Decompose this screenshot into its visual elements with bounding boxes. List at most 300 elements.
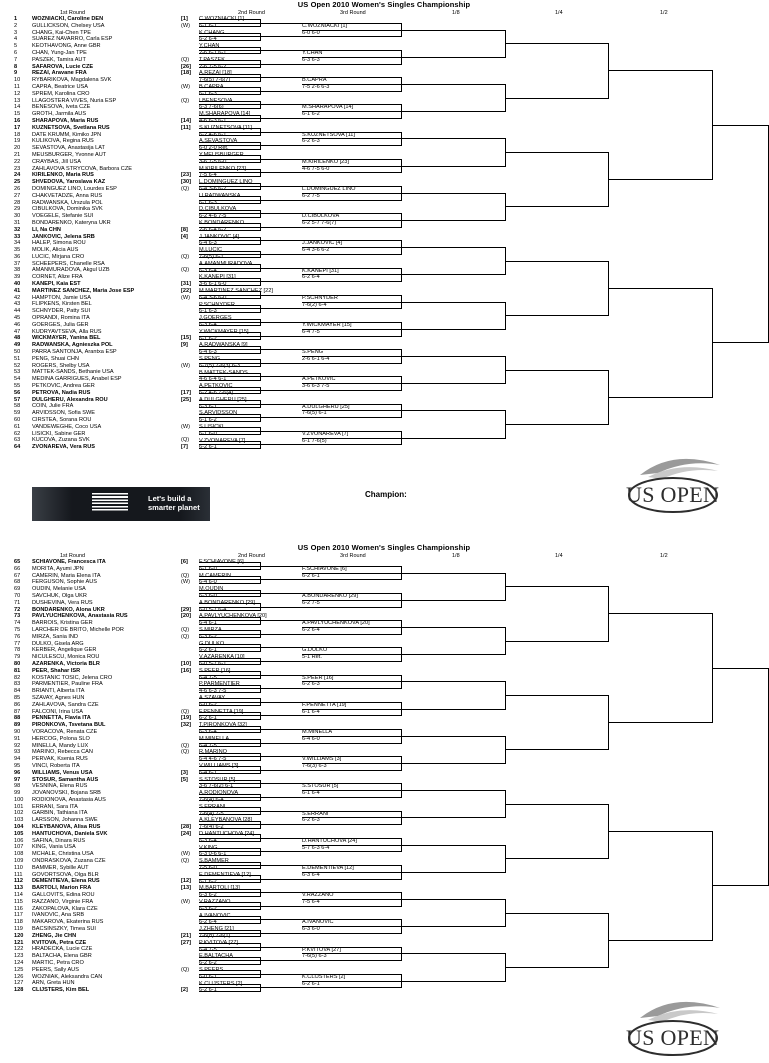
winner-name: Y.WICKMAYER [15] — [199, 328, 249, 335]
match-score: 6-3 6-2 — [199, 892, 217, 899]
winner-name: V.RAZZANO — [199, 899, 231, 905]
player-name: NICULESCU, Monica ROU — [32, 654, 100, 661]
player-row — [14, 634, 199, 641]
match-score: 6-3 7-6(6) — [199, 104, 224, 111]
player-seed: [24] — [181, 830, 191, 837]
match-bracket-r4 — [506, 695, 609, 750]
player-seed: (W) — [181, 851, 191, 858]
bracket-line — [302, 302, 402, 303]
player-name: CIRSTEA, Sorana ROU — [32, 417, 92, 424]
player-seed: [19] — [181, 715, 191, 722]
draw-number: 118 — [14, 919, 23, 926]
bracket-line — [199, 186, 261, 187]
player-row — [14, 50, 199, 57]
winner-name: V.AZARENKA [10] — [199, 654, 245, 661]
player-name: DULKO, Gisela ARG — [32, 640, 84, 647]
draw-number: 4 — [14, 36, 18, 43]
bracket-line — [199, 566, 261, 567]
player-name: RAZZANO, Virginie FRA — [32, 898, 94, 905]
draw-number: 89 — [14, 722, 21, 729]
bracket-line — [199, 579, 261, 580]
draw-number: 17 — [14, 124, 21, 131]
draw-number: 119 — [14, 926, 23, 933]
draw-number: 33 — [14, 233, 21, 240]
player-name: OPRANDI, Romina ITA — [32, 315, 90, 322]
player-seed: [16] — [181, 667, 191, 674]
player-seed: (Q) — [181, 267, 190, 274]
player-name: PERVAK, Ksenia RUS — [32, 756, 88, 763]
match-score: 6-3 0-6 6-1 — [199, 851, 227, 858]
match-bracket-r3 — [402, 953, 506, 981]
player-name: SEVASTOVA, Anastasija LAT — [32, 145, 105, 152]
player-row — [14, 885, 199, 892]
draw-number: 50 — [14, 349, 21, 356]
draw-number: 105 — [14, 830, 24, 837]
bracket-line — [302, 356, 402, 357]
bracket-line — [302, 573, 402, 574]
winner-name: E.BALTACHA — [199, 953, 233, 960]
draw-number: 22 — [14, 158, 21, 165]
player-row — [14, 620, 199, 627]
bracket-line — [199, 349, 261, 350]
player-row — [14, 98, 199, 105]
player-seed: [13] — [181, 885, 191, 892]
player-row — [14, 770, 199, 777]
draw-number: 58 — [14, 403, 21, 410]
player-name: MOLIK, Alicia AUS — [32, 247, 79, 254]
player-row — [14, 64, 199, 71]
draw-number: 103 — [14, 817, 24, 824]
player-seed: [15] — [181, 335, 191, 342]
player-name: WOZNIACKI, Caroline DEN — [32, 16, 104, 22]
draw-number: 100 — [14, 796, 24, 803]
match-bracket-r4 — [506, 43, 609, 98]
bracket-line — [302, 138, 402, 139]
player-name: ZAHLAVOVA, Sandra CZE — [32, 701, 99, 708]
match-score: 6-1 6-1 — [199, 22, 217, 29]
player-name: OUDIN, Melanie USA — [32, 586, 86, 593]
player-row — [14, 227, 199, 234]
winner-name: A.PAVLYUCHENKOVA [20] — [199, 613, 267, 620]
player-row — [14, 858, 199, 865]
draw-number: 53 — [14, 369, 21, 376]
player-name: BALTACHA, Elena GBR — [32, 953, 92, 960]
match-score: 6-4 7-5 — [199, 742, 217, 749]
draw-number: 93 — [14, 749, 21, 756]
player-row — [14, 593, 199, 600]
match-score: 5-7 6-3 6-4 — [302, 844, 330, 851]
winner-name: S.KUZNETSOVA [11] — [302, 131, 355, 138]
draw-number: 91 — [14, 735, 21, 742]
player-seed: [31] — [181, 281, 191, 288]
bracket-line — [199, 376, 261, 377]
player-seed: [3] — [181, 769, 188, 776]
player-row — [14, 104, 199, 111]
player-name: WOZNIAK, Aleksandra CAN — [32, 973, 103, 980]
match-score: 6-4 7-5 — [302, 328, 320, 335]
player-name: GOVORTSOVA, Olga BLR — [32, 871, 99, 878]
player-name: DUSHEVINA, Vera RUS — [32, 599, 93, 606]
player-row — [14, 308, 199, 315]
match-score: 7-6(4) 7-5 — [199, 810, 224, 817]
match-bracket-r3 — [402, 84, 506, 112]
player-row — [14, 437, 199, 444]
match-bracket-r3 — [402, 627, 506, 655]
match-score: 4-6 7-5 6-0 — [302, 165, 330, 172]
round-header: 1/8 — [452, 553, 460, 559]
player-name: IVANOVIC, Ana SRB — [32, 912, 85, 919]
match-bracket-r3 — [402, 30, 506, 58]
player-row — [14, 335, 199, 342]
player-name: KULIKOVA, Regina RUS — [32, 138, 94, 145]
draw-number: 37 — [14, 260, 21, 267]
player-name: LUCIC, Mirjana CRO — [32, 253, 85, 260]
draw-number: 127 — [14, 980, 24, 987]
match-score: 6-2 6-1 — [199, 647, 217, 654]
bracket-line — [199, 104, 261, 105]
draw-number: 67 — [14, 572, 21, 579]
bracket-line — [199, 838, 261, 839]
match-score: 2-6 6-4 6-2 — [199, 226, 227, 233]
player-row — [14, 743, 199, 750]
player-seed: (Q) — [181, 253, 190, 260]
match-score: 6-0 5-7 6-1 — [199, 661, 227, 667]
match-bracket-r3 — [402, 573, 506, 601]
match-score: 6-1 6-2 — [302, 111, 320, 118]
draw-number: 41 — [14, 287, 21, 294]
match-score: 6-4 6-0 — [199, 579, 217, 586]
match-score: 6-2 4-6 7-5 — [199, 213, 227, 220]
winner-name: B.MATTEK-SANDS — [199, 369, 248, 376]
player-name: MARTINEZ SANCHEZ, Maria Jose ESP — [32, 287, 135, 294]
winner-name: K.CLIJSTERS [2] — [302, 973, 346, 980]
bracket-line — [199, 729, 261, 730]
player-name: VESNINA, Elena RUS — [32, 783, 88, 790]
match-bracket-r3 — [402, 356, 506, 384]
winner-name: Y.CHAN — [302, 50, 323, 56]
match-score: 6-1 6-2 — [199, 335, 217, 342]
round-header: 1st Round — [60, 10, 86, 16]
match-score: 6-2 6-4 — [199, 919, 217, 926]
winner-name: S.PENG — [302, 349, 324, 356]
draw-number: 9 — [14, 70, 18, 77]
draw-number: 113 — [14, 885, 24, 892]
player-row — [14, 817, 199, 824]
player-name: MAKAROVA, Ekaterina RUS — [32, 919, 104, 926]
player-name: GOERGES, Julia GER — [32, 321, 89, 328]
match-score: 6-4 6-1 — [199, 620, 217, 627]
player-row — [14, 295, 199, 302]
player-row — [14, 641, 199, 648]
match-score: 6-4 6-3 — [199, 240, 217, 247]
bracket-line — [199, 444, 261, 445]
draw-number: 42 — [14, 294, 21, 301]
round-header: 1/8 — [452, 10, 460, 16]
match-score: 6-3 6-0 — [302, 926, 320, 933]
match-score: 5-1 Ret. — [302, 654, 322, 661]
player-seed: (W) — [181, 898, 191, 905]
player-seed: (Q) — [181, 708, 190, 715]
player-row — [14, 838, 199, 845]
match-score: 6-1 6-4 — [302, 790, 320, 797]
player-name: HAMPTON, Jamie USA — [32, 294, 91, 301]
winner-name: A.SZAVAY — [199, 695, 226, 701]
bracket-line — [199, 892, 261, 893]
draw-number: 90 — [14, 728, 21, 735]
match-score: 6-2 6-1 — [199, 444, 217, 451]
draw-number: 21 — [14, 151, 21, 158]
player-row — [14, 702, 199, 709]
draw-number: 109 — [14, 858, 24, 865]
player-name: FALCONI, Irina USA — [32, 708, 83, 715]
winner-name: S.PEER [16] — [302, 674, 334, 681]
winner-name: M.KIRILENKO [23] — [302, 158, 349, 165]
player-name: VOEGELE, Stefanie SUI — [32, 213, 94, 220]
player-row — [14, 125, 199, 132]
match-score: 6-1 7-6(5) — [302, 437, 327, 444]
player-name: ZAKOPALOVA, Klara CZE — [32, 905, 98, 912]
bracket-line — [199, 811, 261, 812]
match-score: 6-1 6-4 — [302, 708, 320, 715]
bracket-line — [199, 974, 261, 975]
draw-number: 5 — [14, 43, 18, 50]
draw-number: 14 — [14, 104, 21, 111]
player-row — [14, 172, 199, 179]
player-row — [14, 403, 199, 410]
match-score: 6-4 7-5 — [199, 674, 217, 681]
round-header: 1/2 — [660, 553, 668, 559]
player-row — [14, 709, 199, 716]
match-score: 6-4 3-6 6-0 — [199, 294, 227, 301]
draw-number: 12 — [14, 90, 21, 97]
bracket-line — [199, 77, 261, 78]
player-row — [14, 376, 199, 383]
player-name: PARRA SANTONJA, Arantxa ESP — [32, 349, 117, 356]
player-name: DEMENTIEVA, Elena RUS — [32, 878, 100, 885]
player-row — [14, 763, 199, 770]
player-name: DOMINGUEZ LINO, Lourdes ESP — [32, 185, 117, 192]
player-row — [14, 783, 199, 790]
player-row — [14, 186, 199, 193]
player-row — [14, 369, 199, 376]
draw-number: 88 — [14, 715, 21, 722]
winner-name: F.SCHIAVONE [6] — [302, 565, 347, 572]
bracket-line — [199, 797, 261, 798]
player-seed: (Q) — [181, 56, 190, 63]
bracket-line — [199, 783, 261, 784]
player-row — [14, 736, 199, 743]
draw-number: 73 — [14, 613, 21, 620]
player-name: RADWANSKA, Agnieszka POL — [32, 342, 113, 349]
bracket-line — [199, 851, 261, 852]
us-open-logo — [618, 455, 728, 515]
bracket-line — [302, 817, 402, 818]
match-score: 3-6 7-5 6-0 — [199, 158, 227, 165]
player-name: AMANMURADOVA, Akgul UZB — [32, 267, 110, 274]
player-row — [14, 953, 199, 960]
page-title: US Open 2010 Women's Singles Championship — [297, 0, 471, 9]
bracket-line — [199, 702, 261, 703]
draw-number: 27 — [14, 192, 21, 199]
player-seed: (Q) — [181, 572, 190, 579]
bracket-line — [199, 417, 261, 418]
bracket-line — [199, 770, 261, 771]
player-row — [14, 159, 199, 166]
player-name: KVITOVA, Petra CZE — [32, 939, 87, 946]
player-row — [14, 301, 199, 308]
bracket-line — [199, 36, 261, 37]
match-score: 6-4 3-6 6-2 — [302, 247, 330, 254]
winner-name: M.LUCIC — [199, 247, 222, 254]
player-name: LI, Na CHN — [32, 226, 61, 233]
player-row — [14, 111, 199, 118]
match-score: 6-2 6-1 — [302, 980, 320, 987]
match-bracket-r3 — [402, 138, 506, 166]
draw-number: 8 — [14, 63, 18, 70]
match-bracket-r4 — [506, 370, 609, 425]
match-bracket-r3 — [402, 845, 506, 873]
player-name: COIN, Julie FRA — [32, 403, 74, 410]
bracket-line — [302, 329, 402, 330]
winner-name: V.KING — [199, 844, 218, 851]
bracket-line — [199, 254, 261, 255]
bracket-line — [199, 159, 261, 160]
match-score: 6-1 6-0 — [199, 565, 217, 572]
match-bracket-r4 — [506, 804, 609, 859]
draw-number: 104 — [14, 824, 24, 831]
draw-number: 48 — [14, 335, 21, 342]
bracket-line — [199, 172, 261, 173]
match-score: 6-3 6-2 — [199, 633, 217, 640]
player-name: REZAI, Aravane FRA — [32, 70, 87, 77]
draw-number: 121 — [14, 939, 24, 946]
player-name: KLEYBANOVA, Alisa RUS — [32, 824, 101, 831]
player-name: PETKOVIC, Andrea GER — [32, 383, 95, 390]
winner-name: Y.WICKMAYER [15] — [302, 322, 352, 328]
winner-name: V.ZVONAREVA [7] — [199, 437, 246, 444]
draw-number: 101 — [14, 803, 24, 810]
player-row — [14, 872, 199, 879]
winner-name: P.SCHNYDER — [302, 294, 338, 301]
draw-number: 126 — [14, 973, 24, 980]
match-score: 6-1 6-3 — [199, 90, 217, 97]
player-name: PAVLYUCHENKOVA, Anastasia RUS — [32, 613, 128, 620]
match-score: 6-2 6-4 — [302, 627, 320, 633]
player-name: KEOTHAVONG, Anne GBR — [32, 43, 101, 50]
player-seed: [4] — [181, 233, 188, 240]
player-name: FLIPKENS, Kirsten BEL — [32, 301, 92, 308]
bracket-line — [199, 50, 261, 51]
round-header: 2nd Round — [238, 553, 265, 559]
player-row — [14, 132, 199, 139]
winner-name: K.CHANG — [199, 29, 225, 36]
tagline-line-1: Let's build a — [148, 494, 192, 503]
player-name: CLIJSTERS, Kim BEL — [32, 987, 90, 994]
player-row — [14, 579, 199, 586]
player-name: CHAN, Yung-Jan TPE — [32, 49, 87, 56]
winner-name: S.ERRANI — [199, 803, 226, 810]
player-name: KANEPI, Kaia EST — [32, 281, 81, 288]
player-row — [14, 254, 199, 261]
match-bracket-r4 — [506, 913, 609, 968]
player-name: ERRANI, Sara ITA — [32, 803, 78, 810]
match-score: 6-3 6-1 — [199, 403, 217, 410]
player-name: MARTIC, Petra CRO — [32, 960, 84, 967]
player-row — [14, 70, 199, 77]
draw-number: 18 — [14, 131, 21, 138]
winner-name: D.CIBULKOVA — [302, 213, 340, 220]
player-name: HERCOG, Polona SLO — [32, 735, 90, 742]
tagline-line-2: smarter planet — [148, 503, 200, 512]
draw-number: 63 — [14, 437, 21, 444]
draw-number: 84 — [14, 688, 21, 695]
match-score: 6-2 5-7 7-6(7) — [302, 220, 337, 226]
winner-name: J.JANKOVIC [4] — [199, 233, 240, 240]
player-row — [14, 152, 199, 159]
match-score: 7-5 6-4 — [199, 172, 217, 179]
winner-name: M.BARTOLI [13] — [199, 885, 240, 892]
draw-number: 117 — [14, 912, 23, 919]
winner-name: A.DULGHERU [25] — [199, 396, 247, 403]
draw-number: 87 — [14, 708, 21, 715]
match-score: 7-6(5) 7-6(7) — [199, 77, 231, 84]
player-name: ARN, Greta HUN — [32, 980, 75, 987]
bracket-line — [302, 790, 402, 791]
winner-name: A.RODIONOVA — [199, 790, 239, 797]
bracket-line — [199, 91, 261, 92]
match-score: 6-1 6-3 — [199, 308, 217, 315]
player-name: AZARENKA, Victoria BLR — [32, 660, 100, 667]
bracket-line — [302, 30, 402, 31]
bracket-line — [302, 600, 402, 601]
winner-name: K.BONDARENKO — [199, 220, 245, 226]
match-score: 6-4 6-3 — [199, 349, 217, 356]
player-row — [14, 777, 199, 784]
player-row — [14, 600, 199, 607]
draw-number: 106 — [14, 837, 24, 844]
draw-number: 16 — [14, 117, 21, 124]
player-seed: (Q) — [181, 858, 190, 865]
draw-number: 30 — [14, 213, 21, 220]
player-name: KOSTANIC TOSIC, Jelena CRO — [32, 674, 113, 681]
draw-number: 114 — [14, 892, 23, 899]
player-row — [14, 77, 199, 84]
match-bracket-r3 — [402, 790, 506, 818]
bracket-line — [199, 213, 261, 214]
draw-number: 74 — [14, 620, 21, 627]
player-name: KERBER, Angelique GER — [32, 647, 97, 654]
draw-number: 1 — [14, 16, 18, 22]
match-bracket-r6 — [713, 668, 769, 887]
player-seed: [10] — [181, 660, 191, 667]
player-seed: (Q) — [181, 97, 190, 104]
player-row — [14, 417, 199, 424]
draw-number: 82 — [14, 674, 21, 681]
player-row — [14, 756, 199, 763]
player-name: BAMMER, Sybille AUT — [32, 864, 89, 871]
match-bracket-r5 — [609, 288, 713, 398]
player-name: WILLIAMS, Venus USA — [32, 769, 93, 776]
match-score: 6-1 6-3 — [199, 199, 217, 206]
draw-number: 49 — [14, 342, 21, 349]
player-row — [14, 36, 199, 43]
player-seed: (W) — [181, 423, 191, 430]
player-row — [14, 960, 199, 967]
player-seed: [27] — [181, 939, 191, 946]
draw-number: 92 — [14, 742, 21, 749]
draw-number: 115 — [14, 898, 23, 905]
winner-name: R.MARINO — [199, 749, 227, 756]
